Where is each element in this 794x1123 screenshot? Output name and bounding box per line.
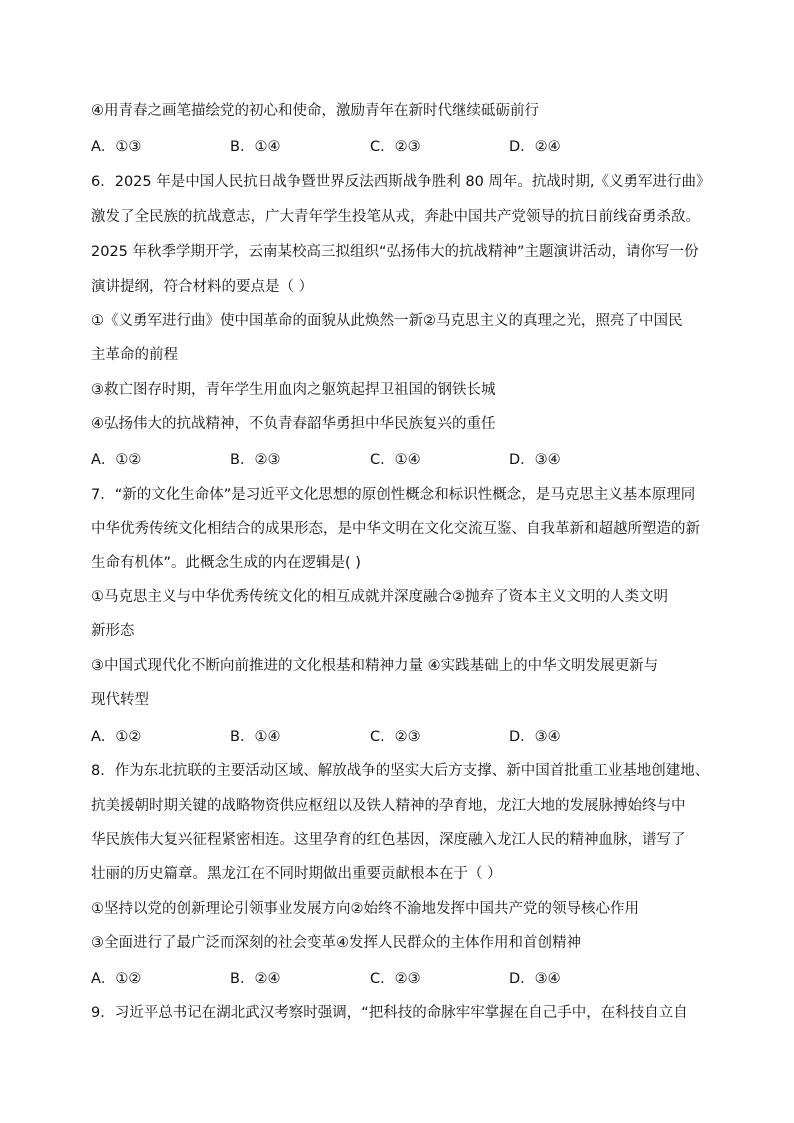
q6-option-c: C．①④	[370, 452, 421, 468]
q7-item-line-4: 现代转型	[91, 692, 149, 708]
q7-option-b: B．①④	[230, 729, 281, 745]
q5-option-d: D．②④	[509, 139, 561, 155]
q8-item-line-2: ③全面进行了最广泛而深刻的社会变革④发挥人民群众的主体作用和首创精神	[91, 935, 581, 951]
q8-item-line-1: ①坚持以党的创新理论引领事业发展方向②始终不渝地发挥中国共产党的领导核心作用	[91, 901, 639, 917]
q9-stem-line-1: 9．习近平总书记在湖北武汉考察时强调，“把科技的命脉牢牢掌握在自己手中，在科技自立自	[91, 1005, 688, 1021]
q6-option-b: B．②③	[230, 452, 281, 468]
q8-stem-line-4: 壮丽的历史篇章。黑龙江在不同时期做出重要贡献根本在于（ ）	[91, 866, 502, 882]
q5-item-4: ④用青春之画笔描绘党的初心和使命，激励青年在新时代继续砥砺前行	[91, 103, 539, 119]
q6-item-line-3: ③救亡图存时期，青年学生用血肉之躯筑起捍卫祖国的钢铁长城	[91, 382, 496, 398]
q5-option-b: B．①④	[230, 139, 281, 155]
q7-item-line-2: 新形态	[91, 623, 135, 639]
q6-stem-line-3: 2025 年秋季学期开学，云南某校高三拟组织“弘扬伟大的抗战精神”主题演讲活动，请你写一份	[91, 244, 699, 260]
q7-option-a: A．①②	[91, 729, 142, 745]
q6-option-d: D．③④	[509, 452, 561, 468]
q8-stem-line-1: 8．作为东北抗联的主要活动区域、解放战争的坚实大后方支撑、新中国首批重工业基地创建地、	[91, 763, 710, 779]
q6-item-line-4: ④弘扬伟大的抗战精神，不负青春韶华勇担中华民族复兴的重任	[91, 416, 496, 432]
q7-option-d: D．③④	[509, 729, 561, 745]
q8-stem-line-2: 抗美援朝时期关键的战略物资供应枢纽以及铁人精神的孕育地，龙江大地的发展脉搏始终与中	[91, 798, 686, 814]
q5-option-a: A．①③	[91, 139, 142, 155]
q6-item-line-2: 主革命的前程	[91, 347, 178, 363]
q8-stem-line-3: 华民族伟大复兴征程紧密相连。这里孕育的红色基因，深度融入龙江人民的精神血脉，谱写了	[91, 832, 686, 848]
q7-option-c: C．②③	[370, 729, 421, 745]
q7-item-line-3: ③中国式现代化不断向前推进的文化根基和精神力量 ④实践基础上的中华文明发展更新与	[91, 658, 659, 674]
q6-stem-line-2: 激发了全民族的抗战意志，广大青年学生投笔从戎，奔赴中国共产党领导的抗日前线奋勇杀敌。	[91, 209, 700, 225]
q6-option-a: A．①②	[91, 452, 142, 468]
q6-stem-line-1: 6．2025 年是中国人民抗日战争暨世界反法西斯战争胜利 80 周年。抗战时期,《义勇军进行曲》	[91, 174, 711, 190]
q6-item-line-1: ①《义勇军进行曲》使中国革命的面貌从此焕然一新②马克思主义的真理之光，照亮了中国民	[91, 313, 683, 329]
q7-item-line-1: ①马克思主义与中华优秀传统文化的相互成就并深度融合②抛弃了资本主义文明的人类文明	[91, 589, 668, 605]
q7-stem-line-1: 7．“新的文化生命体”是习近平文化思想的原创性概念和标识性概念，是马克思主义基本原理同	[91, 487, 696, 503]
q7-stem-line-3: 生命有机体”。此概念生成的内在逻辑是( )	[91, 555, 361, 571]
q8-option-a: A．①②	[91, 971, 142, 987]
q5-option-c: C．②③	[370, 139, 421, 155]
q8-option-c: C．②③	[370, 971, 421, 987]
q6-stem-line-4: 演讲提纲，符合材料的要点是（ ）	[91, 279, 314, 295]
q8-option-b: B．②④	[230, 971, 281, 987]
q8-option-d: D．③④	[509, 971, 561, 987]
q7-stem-line-2: 中华优秀传统文化相结合的成果形态，是中华文明在文化交流互鉴、自我革新和超越所塑造的新	[91, 521, 700, 537]
